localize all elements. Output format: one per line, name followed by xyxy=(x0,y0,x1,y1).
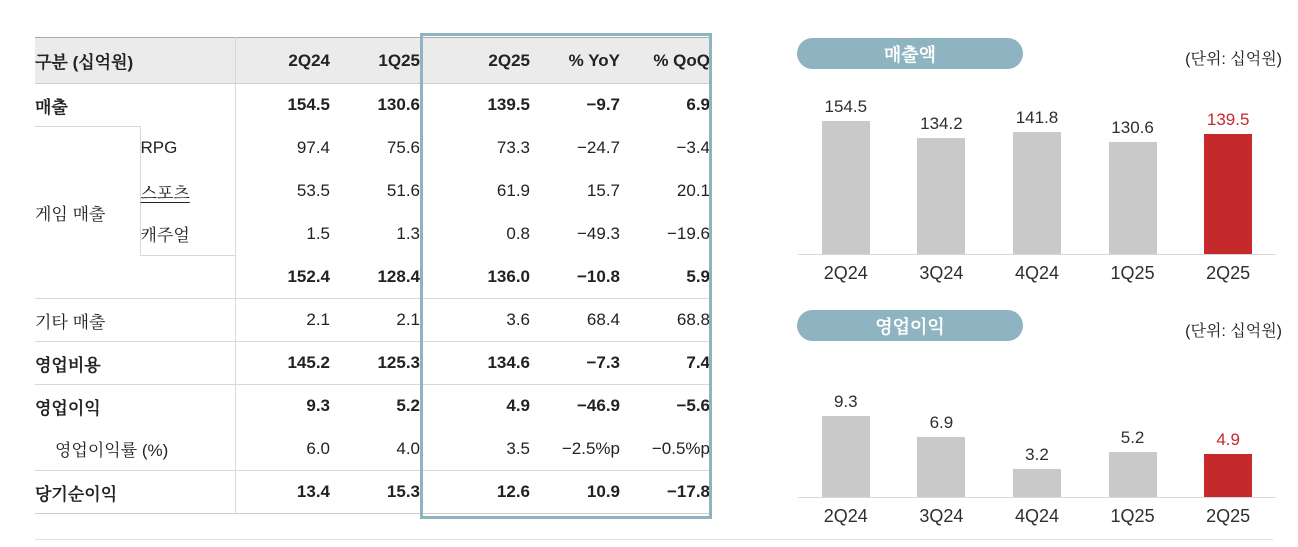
value-cell: 61.9 xyxy=(496,181,530,200)
category-cell: 영업이익 xyxy=(35,385,235,428)
value-cell: 2.1 xyxy=(330,299,420,342)
bar-slot xyxy=(798,387,894,497)
value-cell: −46.9 xyxy=(576,396,620,416)
highlighted-bar xyxy=(1204,454,1252,497)
bar-slot xyxy=(1085,94,1181,254)
underlined-category-label: 스포츠 xyxy=(140,183,190,203)
x-axis-label: 3Q24 xyxy=(919,263,964,283)
bar-value-label: 141.8 xyxy=(1015,108,1059,127)
value-cell: 9.3 xyxy=(306,396,330,416)
value-cell: 13.4 xyxy=(235,471,330,514)
value-cell: −9.7 xyxy=(586,95,620,115)
bar xyxy=(1109,452,1157,497)
value-cell: 134.6 xyxy=(420,342,530,385)
bar-value-label: 5.2 xyxy=(1120,428,1145,447)
value-cell: 0.8 xyxy=(506,224,530,243)
bar-slot xyxy=(1180,94,1276,254)
value-cell: 68.8 xyxy=(620,299,710,342)
value-cell: 145.2 xyxy=(235,342,330,385)
value-cell: 68.4 xyxy=(530,299,620,342)
bar-value-label: 3.2 xyxy=(1025,445,1049,464)
value-cell: 4.9 xyxy=(506,396,530,416)
table-row xyxy=(35,428,710,471)
table-row xyxy=(35,127,710,170)
header-col-2q25: 2Q25 xyxy=(420,38,530,84)
header-col-2q24: 2Q24 xyxy=(235,38,330,84)
operating-profit-chart-x-axis xyxy=(798,506,1276,527)
value-cell: −24.7 xyxy=(576,138,620,157)
bar-value-label: 139.5 xyxy=(1206,110,1250,129)
x-axis-label: 4Q24 xyxy=(1014,263,1059,283)
bar xyxy=(1013,469,1061,497)
x-axis-label: 2Q25 xyxy=(1206,506,1251,526)
revenue-chart-title-badge: 매출액 xyxy=(797,38,1023,69)
category-cell: 영업이익률 (%) xyxy=(35,428,235,471)
value-cell: 2.1 xyxy=(235,299,330,342)
bar-value-label: 154.5 xyxy=(824,97,868,116)
value-cell: 136.0 xyxy=(420,256,530,299)
value-cell: −7.3 xyxy=(530,342,620,385)
header-col-1q25: 1Q25 xyxy=(330,38,420,84)
category-cell: RPG xyxy=(140,127,235,170)
bar-value-label: 134.2 xyxy=(920,114,963,133)
bar-slot xyxy=(798,94,894,254)
financials-table xyxy=(35,37,710,514)
value-cell: 128.4 xyxy=(330,256,420,299)
operating-profit-chart-unit-label: (단위: 십억원) xyxy=(1185,323,1282,340)
value-cell: 1.3 xyxy=(396,224,420,243)
value-cell: 51.6 xyxy=(386,181,420,200)
category-cell xyxy=(140,170,235,213)
value-cell: 3.6 xyxy=(420,299,530,342)
revenue-chart-x-axis xyxy=(798,263,1276,284)
value-cell: 7.4 xyxy=(620,342,710,385)
category-cell: 캐주얼 xyxy=(140,213,235,256)
value-cell: 152.4 xyxy=(235,256,330,299)
header-col-yoy: % YoY xyxy=(530,38,620,84)
operating-profit-chart-title-badge: 영업이익 xyxy=(797,310,1023,341)
value-cell: −49.3 xyxy=(576,224,620,243)
bar-value-label: 4.9 xyxy=(1216,430,1240,449)
table-row xyxy=(35,385,710,428)
value-cell: 6.9 xyxy=(686,95,710,115)
value-cell: 5.9 xyxy=(620,256,710,299)
value-cell: 130.6 xyxy=(377,95,420,115)
value-cell: 97.4 xyxy=(296,138,330,157)
value-cell: −3.4 xyxy=(676,138,710,157)
value-cell: 1.5 xyxy=(306,224,330,243)
table-row xyxy=(35,471,710,514)
value-cell: 20.1 xyxy=(676,181,710,200)
value-cell: 12.6 xyxy=(420,471,530,514)
game-revenue-group-cell: 게임 매출 xyxy=(35,127,140,299)
value-cell: 73.3 xyxy=(496,138,530,157)
bar xyxy=(1109,142,1157,254)
bar-value-label: 9.3 xyxy=(833,392,858,411)
value-cell: 10.9 xyxy=(530,471,620,514)
table-row xyxy=(35,342,710,385)
bar xyxy=(1013,132,1061,254)
bar-slot xyxy=(1180,387,1276,497)
value-cell: −17.8 xyxy=(620,471,710,514)
x-axis-label: 2Q25 xyxy=(1206,263,1251,283)
x-axis-label: 2Q24 xyxy=(823,263,868,283)
category-cell: 당기순이익 xyxy=(35,471,235,514)
bar xyxy=(822,121,870,254)
value-cell: 6.0 xyxy=(235,428,330,471)
category-cell xyxy=(140,256,235,299)
x-axis-label: 3Q24 xyxy=(919,506,964,526)
operating-profit-chart-plot xyxy=(798,387,1276,498)
value-cell: −5.6 xyxy=(676,396,710,416)
value-cell: 125.3 xyxy=(330,342,420,385)
x-axis-label: 1Q25 xyxy=(1110,506,1155,526)
value-cell: 53.5 xyxy=(296,181,330,200)
category-cell: 매출 xyxy=(35,84,235,127)
bar-slot xyxy=(894,387,990,497)
category-cell: 기타 매출 xyxy=(35,299,235,342)
x-axis-label: 4Q24 xyxy=(1014,506,1059,526)
value-cell: 3.5 xyxy=(420,428,530,471)
bar-slot xyxy=(1085,387,1181,497)
value-cell: −0.5%p xyxy=(620,428,710,471)
bar-slot xyxy=(894,94,990,254)
bar xyxy=(917,437,965,497)
bottom-divider xyxy=(35,539,1273,540)
table-row xyxy=(35,84,710,127)
bar xyxy=(822,416,870,497)
value-cell: 154.5 xyxy=(287,95,330,115)
value-cell: 15.7 xyxy=(586,181,620,200)
value-cell: −19.6 xyxy=(666,224,710,243)
highlighted-bar xyxy=(1204,134,1252,254)
bar-slot xyxy=(989,94,1085,254)
value-cell: 75.6 xyxy=(386,138,420,157)
revenue-chart-plot xyxy=(798,94,1276,255)
table-row xyxy=(35,299,710,342)
table-header-row xyxy=(35,38,710,84)
value-cell: 15.3 xyxy=(330,471,420,514)
bar-value-label: 6.9 xyxy=(929,413,954,432)
bar xyxy=(917,138,965,254)
header-category-label: 구분 (십억원) xyxy=(35,38,235,84)
x-axis-label: 2Q24 xyxy=(823,506,868,526)
value-cell: 139.5 xyxy=(487,95,530,115)
value-cell: −10.8 xyxy=(530,256,620,299)
value-cell: 4.0 xyxy=(330,428,420,471)
x-axis-label: 1Q25 xyxy=(1110,263,1155,283)
value-cell: −2.5%p xyxy=(530,428,620,471)
quarterly-financials-table-wrap xyxy=(35,37,710,514)
category-cell: 영업비용 xyxy=(35,342,235,385)
bar-slot xyxy=(989,387,1085,497)
bar-value-label: 130.6 xyxy=(1111,118,1154,137)
header-col-qoq: % QoQ xyxy=(620,38,710,84)
revenue-chart-unit-label: (단위: 십억원) xyxy=(1185,51,1282,68)
value-cell: 5.2 xyxy=(396,396,420,416)
